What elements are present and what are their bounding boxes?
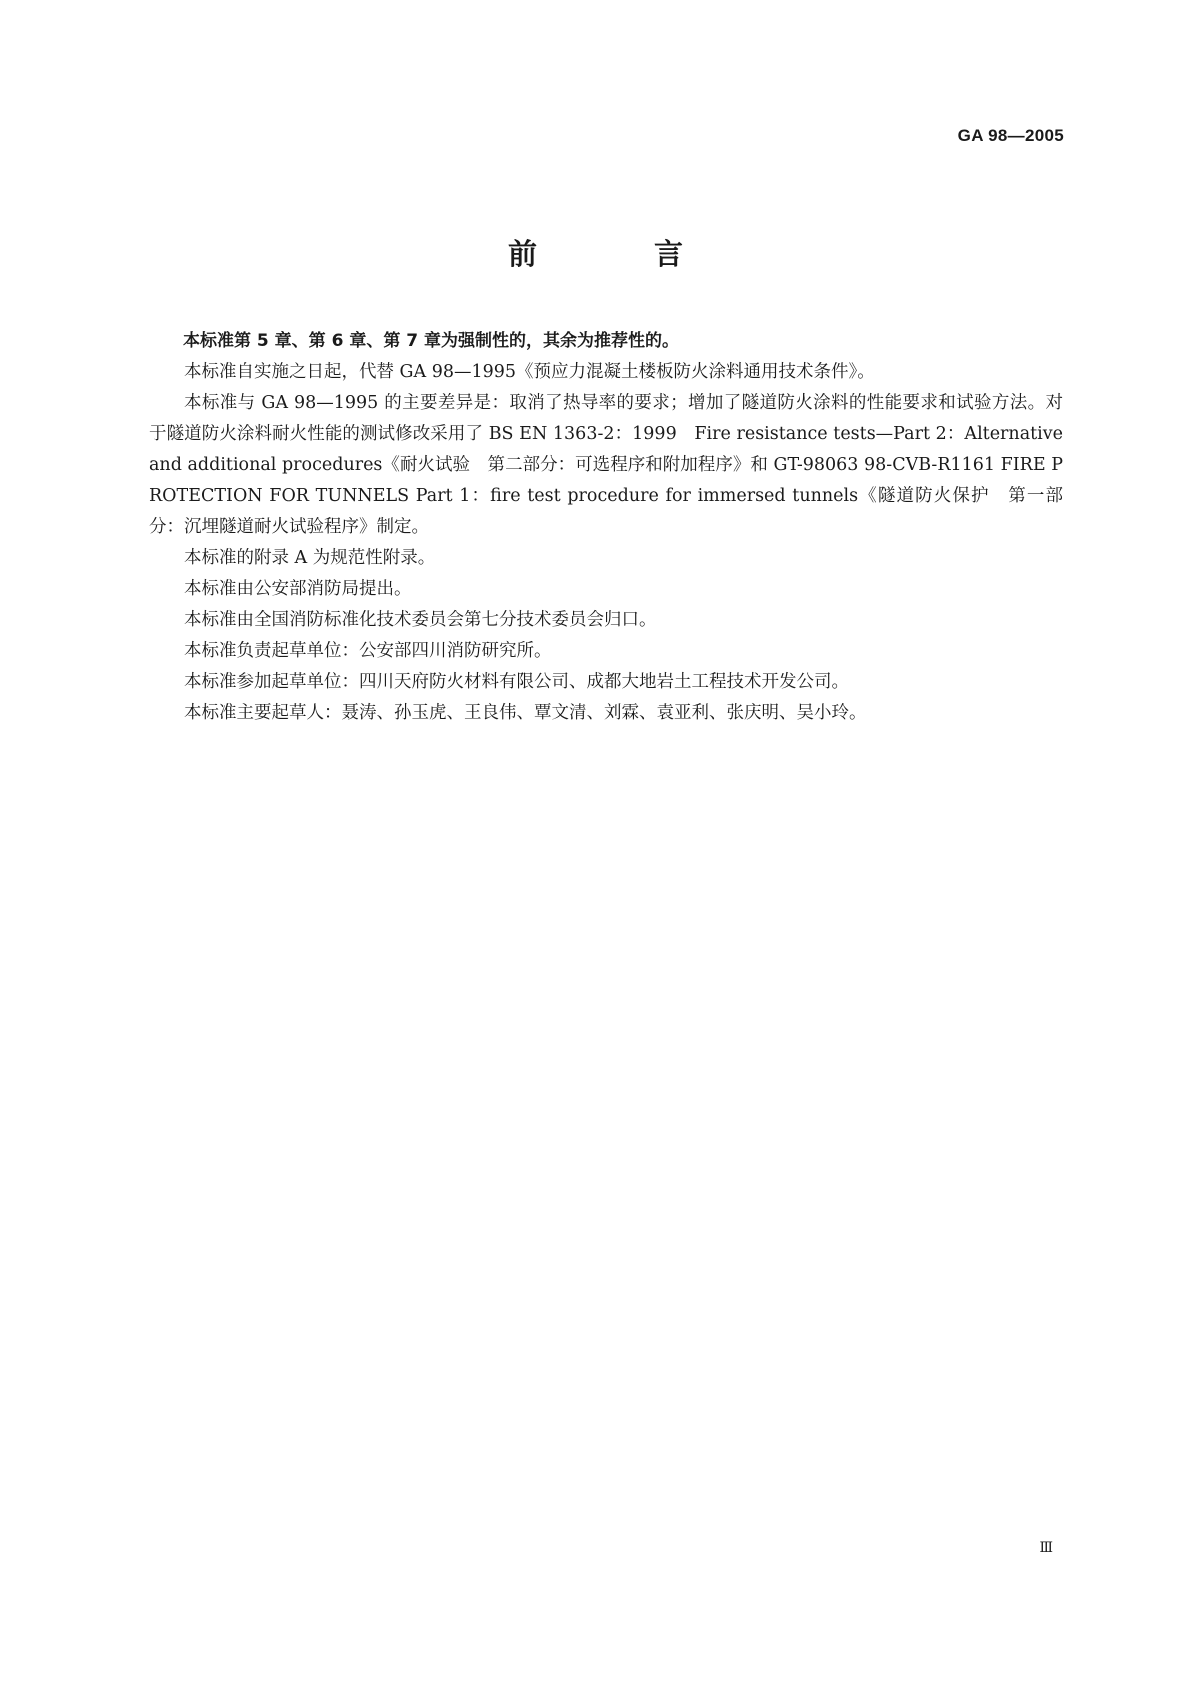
paragraph-centralized-by: 本标准由全国消防标准化技术委员会第七分技术委员会归口。 [184,610,657,630]
paragraph-participating-units: 本标准参加起草单位：四川天府防火材料有限公司、成都大地岩土工程技术开发公司。 [184,672,849,692]
paragraph-drafters: 本标准主要起草人：聂涛、孙玉虎、王良伟、覃文清、刘霖、袁亚利、张庆明、吴小玲。 [184,703,867,723]
paragraph-replacement: 本标准自实施之日起，代替 GA 98—1995《预应力混凝土楼板防火涂料通用技术条件》。 [184,362,875,382]
page-number: Ⅲ [1039,1540,1053,1556]
foreword-body [149,326,1063,729]
paragraph-mandatory-clause: 本标准第 5 章、第 6 章、第 7 章为强制性的，其余为推荐性的。 [183,331,679,351]
paragraph-drafting-unit: 本标准负责起草单位：公安部四川消防研究所。 [184,641,552,661]
page-title: 前 言 [507,237,727,271]
standard-code: GA 98—2005 [957,126,1064,145]
paragraph-differences: 本标准与 GA 98—1995 的主要差异是：取消了热导率的要求；增加了隧道防火涂料的性能要求和试验方法。对于隧道防火涂料耐火性能的测试修改采用了 BS EN 1363-2：1999 Fire resistance tests—Part 2：Alternative and additional procedures《耐火试验 第二部分：可选程序和附加程序》和 GT-98063 98-CVB-R1161 FIRE PROTECTION FOR TUNNELS Part 1：fire test procedure for immersed tunnels《隧道防火保护 第一部分：沉埋隧道耐火试验程序》制定。 [149,393,1063,537]
paragraph-annex: 本标准的附录 A 为规范性附录。 [184,548,436,568]
paragraph-proposed-by: 本标准由公安部消防局提出。 [184,579,412,599]
